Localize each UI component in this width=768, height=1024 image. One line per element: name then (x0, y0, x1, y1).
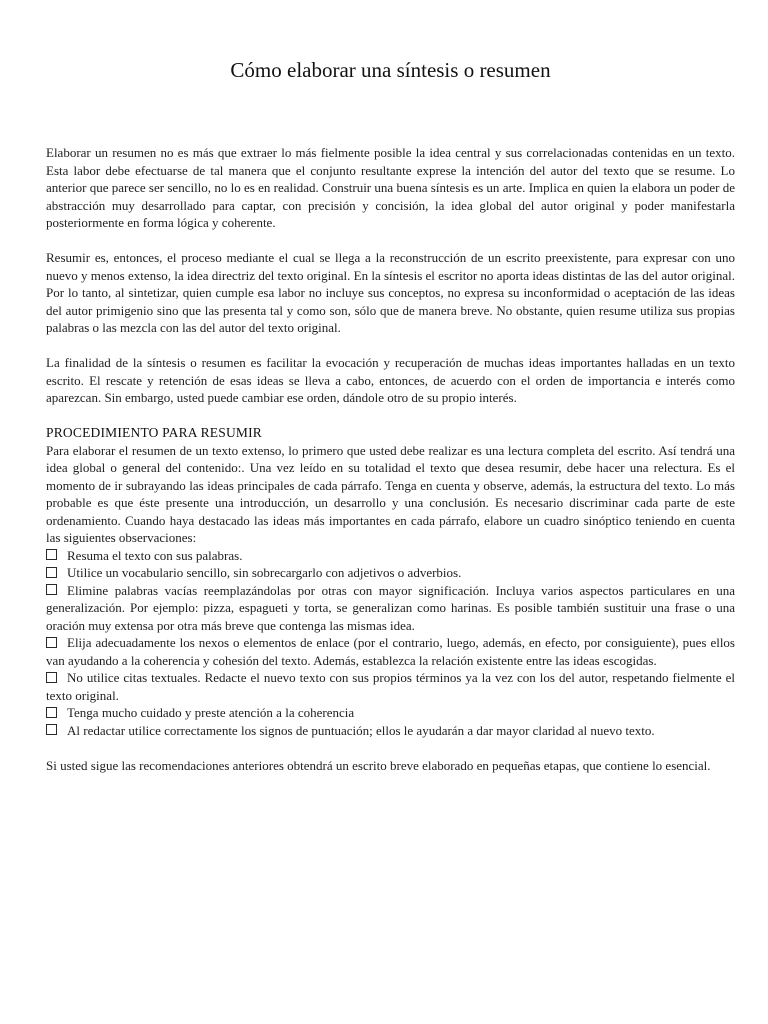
checkbox-icon (46, 637, 57, 648)
checklist-item-text: Al redactar utilice correctamente los signos de puntuación; ellos le ayudarán a dar mayor claridad al nuevo texto. (67, 722, 655, 738)
checkbox-icon (46, 672, 57, 683)
checklist-item (46, 564, 735, 582)
checklist-item (46, 547, 735, 565)
checklist-item (46, 704, 735, 722)
closing-paragraph: Si usted sigue las recomendaciones anteriores obtendrá un escrito breve elaborado en pequeñas etapas, que contiene lo esencial. (46, 757, 711, 773)
section-intro-paragraph: Para elaborar el resumen de un texto extenso, lo primero que usted debe realizar es una lectura completa del escrito. Así tendrá una idea global o general del contenido:. Una vez leído en su totalidad el texto que desea resumir, debe hacer una relectura. Es el momento de ir subrayando las ideas principales de cada párrafo. Tenga en cuenta y observe, además, la estructura del texto. Lo más probable es que éste presente una introducción, un desarrollo y una conclusión. Es necesario discriminar cada parte de este ordenamiento. Cuando haya destacado las ideas más importantes en cada párrafo, elabore un cuadro sinóptico teniendo en cuenta las siguientes observaciones: (46, 442, 735, 545)
checkbox-icon (46, 707, 57, 718)
checkbox-icon (46, 724, 57, 735)
body-paragraph: Resumir es, entonces, el proceso mediante el cual se llega a la reconstrucción de un escrito preexistente, para expresar con uno nuevo y menos extenso, la idea directriz del texto original. En la síntesis el escritor no aporta ideas distintas de las del autor original. Por lo tanto, al sintetizar, quien cumple esa labor no incluye sus conceptos, no expresa su inconformidad o aceptación de las ideas del autor primigenio sino que las presenta tal y como son, sólo que de manera breve. No obstante, quien resume utiliza sus propias palabras o las mezcla con las del autor del texto original. (46, 250, 735, 335)
checklist-item-text: Elimine palabras vacías reemplazándolas por otras con mayor significación. Incluya varios aspectos particulares en una generalización. Por ejemplo: pizza, espagueti y torta, se generalizan como harinas. Es posible también sustituir una frase o una oración muy extensa por otra más breve que contenga las mismas idea. (46, 582, 735, 633)
checklist-item (46, 669, 735, 704)
checkbox-icon (46, 584, 57, 595)
checklist-item-text: Resuma el texto con sus palabras. (67, 547, 243, 563)
checklist-item (46, 582, 735, 635)
checklist-item (46, 634, 735, 669)
checkbox-icon (46, 567, 57, 578)
checkbox-icon (46, 549, 57, 560)
checklist-item (46, 722, 735, 740)
document-body (46, 0, 735, 774)
section-heading: PROCEDIMIENTO PARA RESUMIR (46, 425, 262, 440)
body-paragraph: Elaborar un resumen no es más que extraer lo más fielmente posible la idea central y sus correlacionadas contenidas en un texto. Esta labor debe efectuarse de tal manera que el conjunto resultante exprese la intención del autor del texto que se resume. Lo anterior que parece ser sencillo, no lo es en realidad. Construir una buena síntesis es un arte. Implica en quien la elabora un poder de abstracción muy desarrollado para captar, con precisión y concisión, la idea global del autor original y poder manifestarla posteriormente en forma lógica y coherente. (46, 145, 735, 230)
checklist-item-text: Utilice un vocabulario sencillo, sin sobrecargarlo con adjetivos o adverbios. (67, 565, 462, 580)
checklist-item-text: Tenga mucho cuidado y preste atención a la coherencia (67, 705, 355, 720)
body-paragraph: La finalidad de la síntesis o resumen es facilitar la evocación y recuperación de muchas ideas importantes halladas en un texto escrito. El rescate y retención de esas ideas se lleva a cabo, entonces, de acuerdo con el orden de importancia e interés como aparezcan. Sin embargo, usted puede cambiar ese orden, dándole otro de su propio interés. (46, 355, 735, 405)
page-title: Cómo elaborar una síntesis o resumen (230, 58, 551, 82)
checklist-item-text: Elija adecuadamente los nexos o elementos de enlace (por el contrario, luego, además, en efecto, por consiguiente), pues ellos van ayudando a la coherencia y cohesión del texto. Además, establezca la relación existente entre las ideas escogidas. (46, 635, 735, 668)
checklist-item-text: No utilice citas textuales. Redacte el nuevo texto con sus propios términos ya la vez con los del autor, respetando fielmente el texto original. (46, 670, 735, 703)
